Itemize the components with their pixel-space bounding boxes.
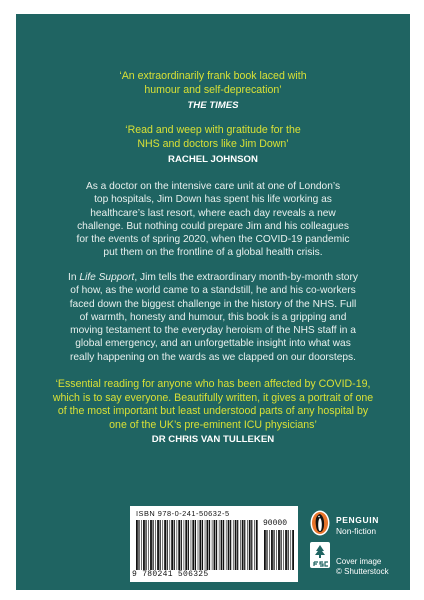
barcode-bar — [235, 520, 237, 570]
barcode-bar — [150, 520, 152, 570]
quote-times: ‘An extraordinarily frank book laced with humour and self-deprecation’ — [119, 70, 307, 96]
barcode-bar — [178, 520, 180, 570]
barcode-bar — [212, 520, 213, 570]
barcode-bar — [223, 520, 224, 570]
barcode-bar — [184, 520, 185, 570]
barcode-bar — [170, 520, 171, 570]
barcode-bar — [164, 520, 166, 570]
barcode-bar — [185, 520, 187, 570]
barcode-bar — [202, 520, 203, 570]
barcode-bar — [177, 520, 178, 570]
barcode-bar — [288, 530, 289, 570]
barcode-bar — [209, 520, 210, 570]
barcode-bar — [199, 520, 201, 570]
isbn-label: ISBN 978-0-241-50632-5 — [136, 509, 230, 518]
book-title: Life Support — [79, 272, 135, 283]
barcode-bar — [251, 520, 252, 570]
barcode-bar — [233, 520, 234, 570]
barcode-bar — [240, 520, 241, 570]
barcode-bar — [141, 520, 142, 570]
cover-image-credit: Cover image © Shutterstock — [336, 557, 389, 576]
barcode-bar — [143, 520, 145, 570]
barcode-bar — [188, 520, 189, 570]
barcode-addon: 90000 — [263, 519, 288, 528]
barcode-bar — [247, 520, 248, 570]
barcode-bar — [237, 520, 238, 570]
barcode-bar — [157, 520, 159, 570]
barcode — [130, 506, 298, 582]
barcode-bar — [153, 520, 154, 570]
barcode-bar — [148, 520, 149, 570]
barcode-bar — [292, 530, 294, 570]
barcode-bar — [254, 520, 255, 570]
back-cover — [16, 14, 410, 590]
barcode-bars — [136, 520, 258, 570]
barcode-bar — [205, 520, 206, 570]
barcode-bar — [198, 520, 199, 570]
barcode-bar — [155, 520, 156, 570]
barcode-bar — [264, 530, 266, 570]
barcode-bar — [278, 530, 280, 570]
barcode-bar — [256, 520, 258, 570]
barcode-bar — [138, 520, 139, 570]
barcode-bar — [195, 520, 196, 570]
quote-rachel-johnson: ‘Read and weep with gratitude for the NHS and doctors like Jim Down’ — [125, 124, 301, 150]
fsc-logo-icon — [310, 542, 330, 568]
publisher-name: PENGUIN — [336, 515, 379, 525]
blurb-paragraph-2: In Life Support, Jim tells the extraordinary month-by-month story of how, as the world came to a standstill, he and his co-workers faced down the biggest challenge in the history of the NHS. Full of warmth, honesty and humour, this book is a gripping and moving testament to the everyday heroism of the NHS staff in a global emergency, and an unforgettable insight into what was really happening on the wards as we clapped on our doorsteps. — [68, 272, 358, 363]
barcode-bar — [181, 520, 182, 570]
barcode-bar — [283, 530, 284, 570]
barcode-bar — [221, 520, 223, 570]
penguin-logo-icon — [310, 510, 330, 536]
barcode-bar — [226, 520, 227, 570]
blurb-paragraph-1: As a doctor on the intensive care unit at one of London’s top hospitals, Jim Down has spent his life working as healthcare’s last resort, where each day reveals a new challenge. But nothing could prepare Jim and his colleagues for the events of spring 2020, when the COVID-19 pandemic put them on the frontline of a global health crisis. — [76, 181, 350, 259]
barcode-bar — [174, 520, 175, 570]
barcode-digits: 9 780241 506325 — [132, 570, 209, 579]
barcode-bar — [281, 530, 282, 570]
endorser-times: THE TIMES — [187, 100, 239, 111]
barcode-bar — [230, 520, 231, 570]
barcode-bar — [136, 520, 138, 570]
barcode-bar — [285, 530, 287, 570]
barcode-bar — [162, 520, 163, 570]
barcode-bar — [276, 530, 277, 570]
barcode-bar — [219, 520, 220, 570]
barcode-bar — [145, 520, 146, 570]
quote-chris-van-tulleken: ‘Essential reading for anyone who has been affected by COVID-19, which is to say everyone. Beautifully written, it gives a portrait of one of the most important but least understood parts of any hospital by one of the UK’s pre-eminent ICU physicians’ — [52, 378, 374, 431]
barcode-bar — [171, 520, 173, 570]
barcode-bar — [244, 520, 245, 570]
barcode-bar — [214, 520, 216, 570]
barcode-bar — [242, 520, 244, 570]
barcode-bar — [266, 530, 267, 570]
barcode-bar — [191, 520, 192, 570]
barcode-bar — [290, 530, 291, 570]
barcode-bar — [160, 520, 161, 570]
barcode-bar — [167, 520, 168, 570]
barcode-bar — [273, 530, 274, 570]
barcode-bar — [192, 520, 194, 570]
endorser-rachel-johnson: RACHEL JOHNSON — [168, 154, 258, 165]
barcode-bar — [207, 520, 209, 570]
barcode-addon-bars — [264, 530, 294, 570]
barcode-bar — [271, 530, 273, 570]
barcode-bar — [228, 520, 230, 570]
book-category: Non-fiction — [336, 526, 377, 536]
barcode-bar — [269, 530, 270, 570]
barcode-bar — [249, 520, 251, 570]
endorser-chris-van-tulleken: DR CHRIS VAN TULLEKEN — [151, 434, 275, 445]
barcode-bar — [216, 520, 217, 570]
